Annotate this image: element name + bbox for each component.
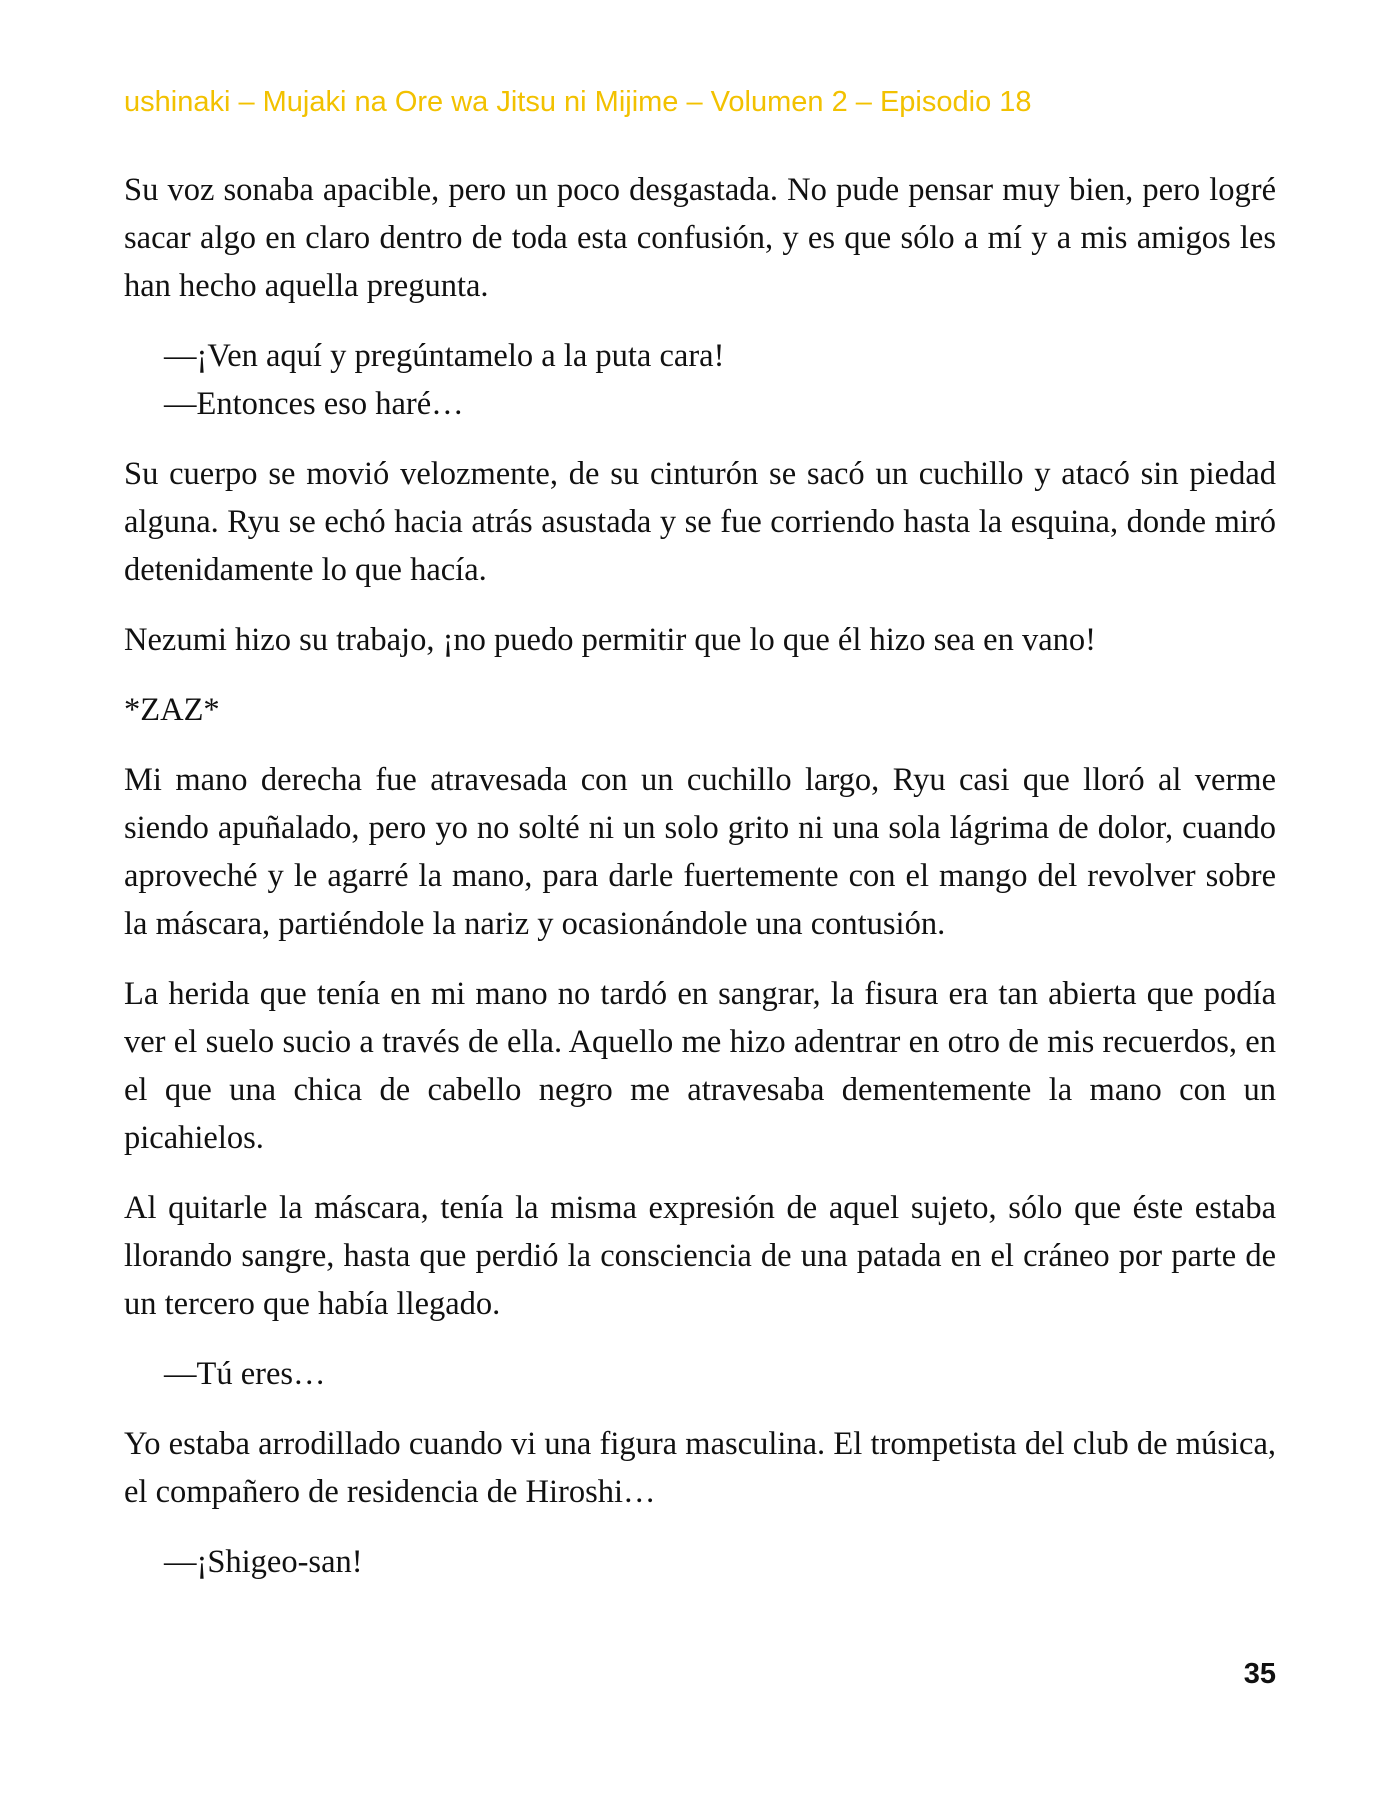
sound-effect: *ZAZ* xyxy=(124,692,220,728)
body-text xyxy=(124,166,1276,1608)
paragraph-5: Mi mano derecha fue atravesada con un cuchillo largo, Ryu casi que lloró al verme siendo apuñalado, pero yo no solté ni un solo grito ni una sola lágrima de dolor, cuando aproveché y le agarré la mano, para darle fuertemente con el mango del revolver sobre la máscara, partiéndole la nariz y ocasionándole una contusión. xyxy=(124,762,1276,942)
dialogue-line-2: —Entonces eso haré… xyxy=(164,386,464,422)
running-header: ushinaki – Mujaki na Ore wa Jitsu ni Mijime – Volumen 2 – Episodio 18 xyxy=(124,86,1032,118)
paragraph-7: Al quitarle la máscara, tenía la misma expresión de aquel sujeto, sólo que éste estaba llorando sangre, hasta que perdió la consciencia de una patada en el cráneo por parte de un tercero que había llegado. xyxy=(124,1190,1276,1322)
paragraph-1: Su voz sonaba apacible, pero un poco desgastada. No pude pensar muy bien, pero logré sacar algo en claro dentro de toda esta confusión, y es que sólo a mí y a mis amigos les han hecho aquella pregunta. xyxy=(124,172,1276,304)
dialogue-group-2 xyxy=(124,1350,1276,1398)
document-page xyxy=(124,0,1276,1812)
paragraph-2: Su cuerpo se movió velozmente, de su cinturón se sacó un cuchillo y atacó sin piedad alguna. Ryu se echó hacia atrás asustada y se fue corriendo hasta la esquina, donde miró detenidamente lo que hacía. xyxy=(124,456,1276,588)
page-number: 35 xyxy=(1243,1658,1276,1690)
dialogue-line-1: —¡Ven aquí y pregúntamelo a la puta cara! xyxy=(164,338,725,374)
dialogue-line-3: —Tú eres… xyxy=(164,1356,326,1392)
paragraph-6: La herida que tenía en mi mano no tardó en sangrar, la fisura era tan abierta que podía ver el suelo sucio a través de ella. Aquello me hizo adentrar en otro de mis recuerdos, en el que una chica de cabello negro me atravesaba dementemente la mano con un picahielos. xyxy=(124,976,1276,1156)
dialogue-group-1 xyxy=(124,332,1276,428)
dialogue-line-4: —¡Shigeo-san! xyxy=(164,1544,363,1580)
paragraph-3: Nezumi hizo su trabajo, ¡no puedo permitir que lo que él hizo sea en vano! xyxy=(124,622,1096,658)
dialogue-group-3 xyxy=(124,1538,1276,1586)
paragraph-8: Yo estaba arrodillado cuando vi una figura masculina. El trompetista del club de música, el compañero de residencia de Hiroshi… xyxy=(124,1426,1276,1510)
